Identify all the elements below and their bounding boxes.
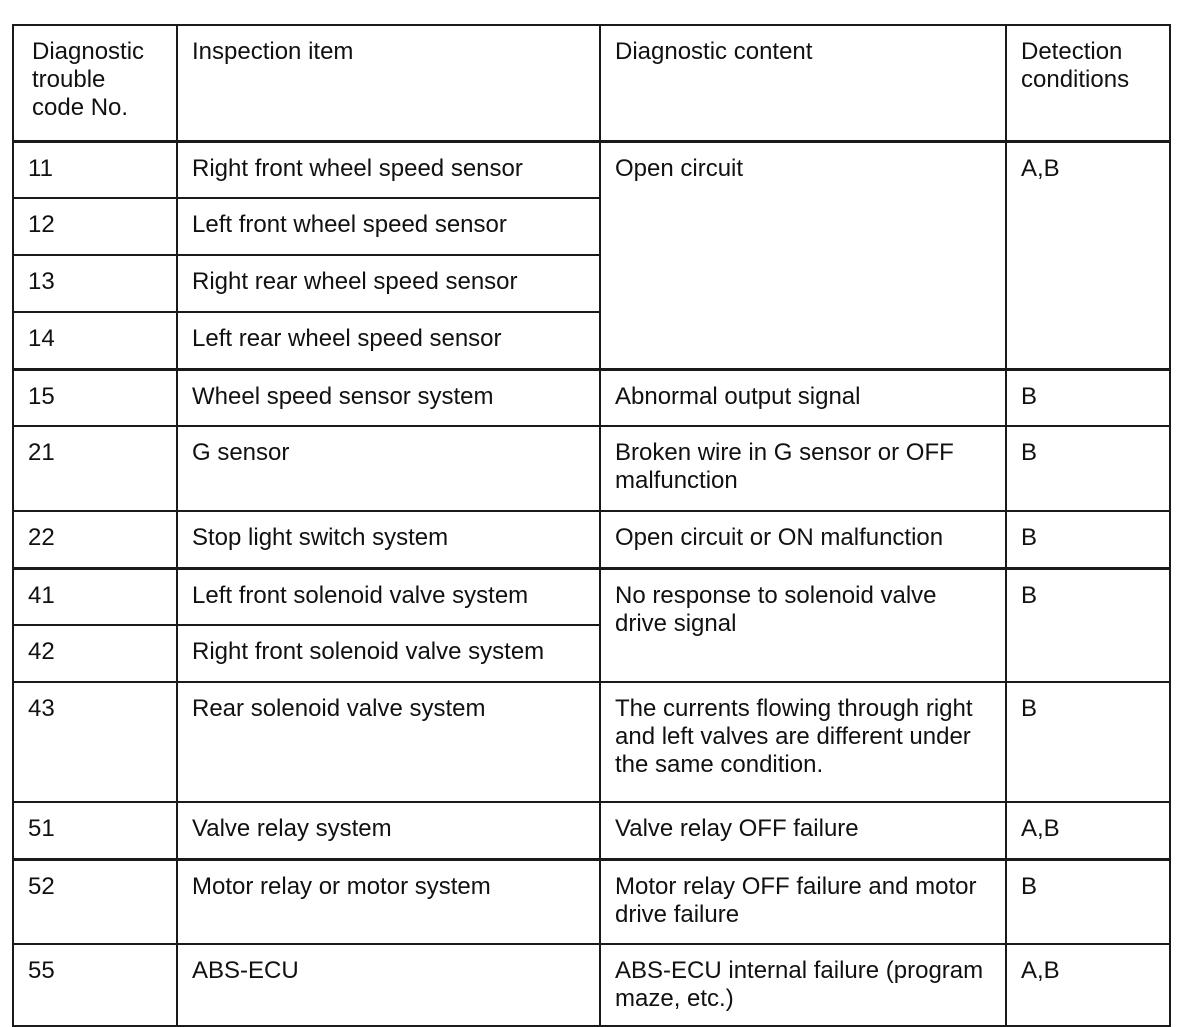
detection-conditions-cell: B — [1006, 682, 1170, 802]
inspection-item-cell: Right front solenoid valve system — [177, 625, 600, 682]
table-row — [13, 859, 1170, 944]
inspection-item-cell: Left front solenoid valve system — [177, 568, 600, 625]
inspection-item-cell: Right front wheel speed sensor — [177, 141, 600, 198]
code-cell: 52 — [13, 859, 177, 944]
code-cell: 41 — [13, 568, 177, 625]
detection-conditions-cell: B — [1006, 369, 1170, 426]
diagnostic-trouble-code-table — [12, 24, 1171, 1027]
code-cell: 22 — [13, 511, 177, 568]
header-row — [13, 25, 1170, 141]
header-detection-conditions: Detection conditions — [1006, 25, 1170, 141]
table-row — [13, 511, 1170, 568]
inspection-item-cell: Wheel speed sensor system — [177, 369, 600, 426]
diagnostic-content-cell: ABS-ECU internal failure (program maze, etc.) — [600, 944, 1006, 1026]
header-code: Diagnostic trouble code No. — [13, 25, 177, 141]
inspection-item-cell: Right rear wheel speed sensor — [177, 255, 600, 312]
code-cell: 43 — [13, 682, 177, 802]
diagnostic-content-cell: Motor relay OFF failure and motor drive failure — [600, 859, 1006, 944]
inspection-item-cell: Motor relay or motor system — [177, 859, 600, 944]
inspection-item-cell: Left front wheel speed sensor — [177, 198, 600, 255]
code-cell: 12 — [13, 198, 177, 255]
header-diagnostic-content: Diagnostic content — [600, 25, 1006, 141]
inspection-item-cell: Rear solenoid valve system — [177, 682, 600, 802]
inspection-item-cell: G sensor — [177, 426, 600, 511]
table-row — [13, 568, 1170, 625]
detection-conditions-cell: A,B — [1006, 141, 1170, 369]
detection-conditions-cell: B — [1006, 511, 1170, 568]
diagnostic-content-cell: Open circuit — [600, 141, 1006, 369]
inspection-item-cell: Left rear wheel speed sensor — [177, 312, 600, 369]
code-cell: 15 — [13, 369, 177, 426]
inspection-item-cell: Valve relay system — [177, 802, 600, 859]
inspection-item-cell: Stop light switch system — [177, 511, 600, 568]
table-row — [13, 682, 1170, 802]
code-cell: 42 — [13, 625, 177, 682]
detection-conditions-cell: A,B — [1006, 944, 1170, 1026]
diagnostic-content-cell: No response to solenoid valve drive signal — [600, 568, 1006, 682]
diagnostic-content-cell: The currents flowing through right and left valves are different under the same condition. — [600, 682, 1006, 802]
detection-conditions-cell: B — [1006, 568, 1170, 682]
table-row — [13, 944, 1170, 1026]
table-row — [13, 141, 1170, 198]
detection-conditions-cell: B — [1006, 859, 1170, 944]
detection-conditions-cell: B — [1006, 426, 1170, 511]
diagnostic-content-cell: Broken wire in G sensor or OFF malfunction — [600, 426, 1006, 511]
code-cell: 11 — [13, 141, 177, 198]
code-cell: 14 — [13, 312, 177, 369]
diagnostic-content-cell: Abnormal output signal — [600, 369, 1006, 426]
table-row — [13, 802, 1170, 859]
table-row — [13, 369, 1170, 426]
code-cell: 51 — [13, 802, 177, 859]
detection-conditions-cell: A,B — [1006, 802, 1170, 859]
inspection-item-cell: ABS-ECU — [177, 944, 600, 1026]
code-cell: 13 — [13, 255, 177, 312]
code-cell: 21 — [13, 426, 177, 511]
diagnostic-content-cell: Open circuit or ON malfunction — [600, 511, 1006, 568]
header-inspection-item: Inspection item — [177, 25, 600, 141]
diagnostic-content-cell: Valve relay OFF failure — [600, 802, 1006, 859]
table-row — [13, 426, 1170, 511]
code-cell: 55 — [13, 944, 177, 1026]
